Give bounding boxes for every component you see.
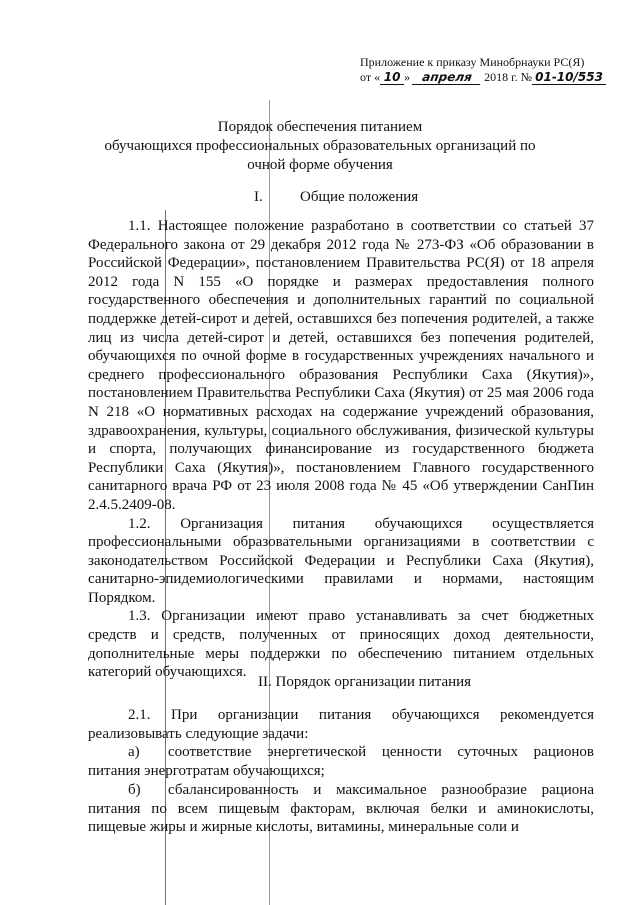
list-marker: б) (128, 782, 141, 798)
annex-date-line (360, 70, 630, 85)
section-1-body (88, 217, 594, 682)
list-item-a (88, 743, 594, 780)
list-item-b (88, 781, 594, 837)
title-line-1: Порядок обеспечения питанием (217, 119, 423, 135)
list-item-text: сбалансированность и максимальное разнообразие рациона питания по всем пищевым факторам, включая белки и аминокислоты, пищевые жиры и жирные кислоты, витамины, минеральные соли и (88, 782, 594, 836)
list-marker: а) (128, 744, 140, 760)
annex-title: Приложение к приказу Минобрнауки РС(Я) (360, 55, 585, 69)
paragraph-1-1: 1.1. Настоящее положение разработано в соответствии со статьей 37 Федерального закона от 29 декабря 2012 года № 273-ФЗ «Об образовании в Российской Федерации», постановлением Правительства РС(Я) от 18 апреля 2012 года N 155 «О порядке и размерах предоставления полного государственного обеспечения и дополнительных гарантий по социальной поддержке детей-сирот и детей, оставшихся без попечения родителей, а также лиц из числа детей-сирот и детей, оставшихся без попечения родителей, обучающихся по очной форме в государственных учреждениях начального и среднего профессионального образования Республики Саха (Якутия)», постановлением Правительства Республики Саха (Якутия) от 25 мая 2006 года N 218 «О нормативных расходах на содержание учреждений образования, здравоохранения, культуры, социального обслуживания, физической культуры и спорта, получающих финансирование из государственного бюджета Республики Саха (Якутия)», постановлением Главного государственного санитарного врача РФ от 23 июля 2008 года № 45 «Об утверждении СанПин 2.4.5.2409-08. (88, 218, 594, 513)
annex-from-label: от « (360, 70, 381, 84)
paragraph-2-1: 2.1. При организации питания обучающихся рекомендуется реализовывать следующие задачи: (88, 707, 594, 742)
annex-header (360, 55, 630, 85)
paragraph-1-3: 1.3. Организации имеют право устанавливать за счет бюджетных средств и средств, полученных от приносящих доход деятельности, дополнительные меры поддержки по обеспечению питанием отдельных категорий обучающихся. (88, 608, 594, 681)
annex-quote-close: » (404, 70, 411, 84)
paragraph-1-2: 1.2. Организация питания обучающихся осуществляется профессиональными образовательными организациями в соответствии с законодательством Российской Федерации и Республики Саха (Якутия), санитарно-эпидемиологическими правилами и нормами, настоящим Порядком. (88, 515, 594, 606)
list-item-text: соответствие энергетической ценности суточных рационов питания энерготратам обучающихся; (88, 744, 594, 779)
section-1-title: Общие положения (300, 189, 419, 205)
section-2-heading: II. Порядок организации питания (258, 674, 472, 690)
section-1-number: I. (254, 189, 263, 205)
title-line-3: очной форме обучения (247, 157, 393, 173)
section-1-heading (254, 188, 418, 207)
annex-year-label: 2018 г. № (484, 70, 533, 84)
handwritten-order-number: 01-10/553 (532, 71, 606, 85)
handwritten-day: 10 (380, 71, 404, 85)
document-title (90, 118, 550, 175)
handwritten-month: апреля (412, 71, 482, 85)
title-line-2: обучающихся профессиональных образовательных организаций по (104, 138, 536, 154)
section-2-intro (88, 706, 594, 743)
